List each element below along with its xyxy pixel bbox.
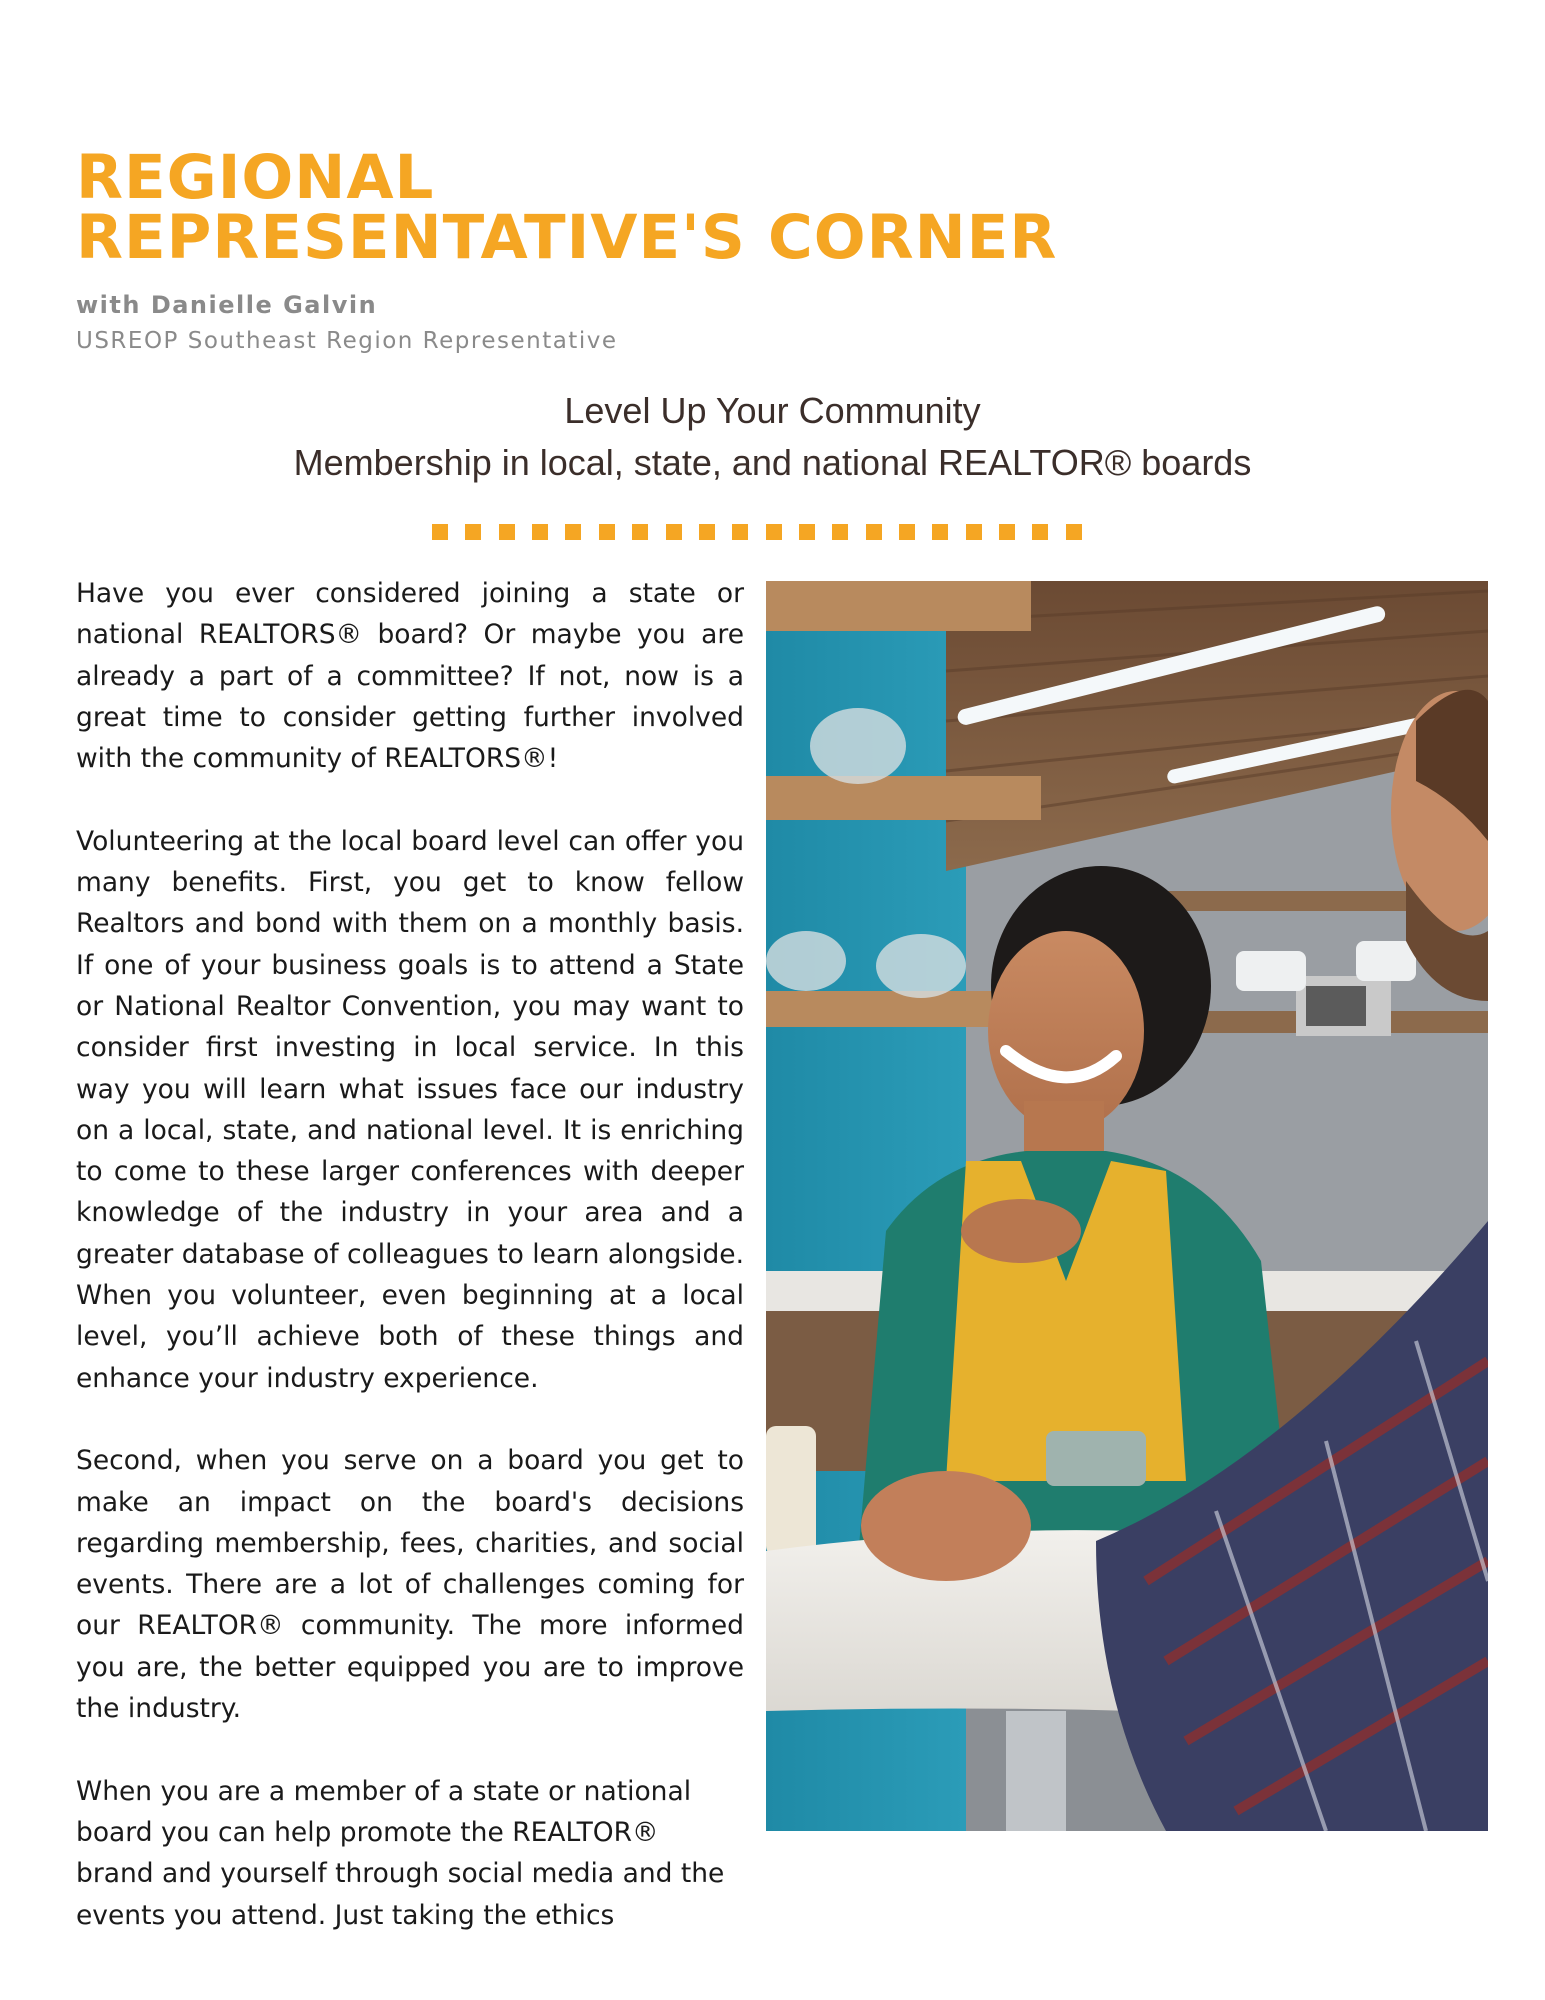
header [76, 142, 1176, 356]
divider-marker [666, 524, 682, 540]
body-paragraph-2: Volunteering at the local board level can offer you many benefits. First, you get to know fellow Realtors and bond with them on a monthly basis. If one of your business goals is to attend a State or National Realtor Convention, you may want to consider first investing in local service. In this way you will learn what issues face our industry on a local, state, and national level. It is enriching to come to these larger conferences with deeper knowledge of the industry in your area and a greater database of colleagues to learn alongside. When you volunteer, even beginning at a local level, you’ll achieve both of these things and enhance your industry experience. [76, 825, 744, 1394]
divider-marker [499, 524, 515, 540]
divider-marker [999, 524, 1015, 540]
article-photo [766, 581, 1488, 1831]
divider-marker [832, 524, 848, 540]
divider-marker [799, 524, 815, 540]
article-subtitle [0, 386, 1545, 490]
divider-marker [766, 524, 782, 540]
divider-marker [899, 524, 915, 540]
divider-marker [565, 524, 581, 540]
body-paragraph-4: When you are a member of a state or national board you can help promote the REALTOR® brand and yourself through social media and the events you attend. Just taking the ethics [76, 1775, 725, 1931]
divider-marker [599, 524, 615, 540]
title-line-2: REPRESENTATIVE'S CORNER [76, 202, 1058, 273]
author-byline: with Danielle Galvin [76, 291, 378, 319]
article-body [76, 573, 744, 1936]
divider-marker [699, 524, 715, 540]
divider-marker [432, 524, 448, 540]
divider-marker [866, 524, 882, 540]
title-line-1: REGIONAL [76, 142, 435, 213]
divider-marker [532, 524, 548, 540]
body-paragraph-1: Have you ever considered joining a state or national REALTORS® board? Or maybe you are already a part of a committee? If not, now is a great time to consider getting further involved with the community of REALTORS®! [76, 578, 744, 775]
subtitle-line-2: Membership in local, state, and national REALTOR® boards [293, 442, 1252, 483]
subtitle-line-1: Level Up Your Community [564, 390, 981, 431]
dotted-divider [432, 524, 1082, 540]
author-role: USREOP Southeast Region Representative [76, 328, 618, 354]
divider-marker [966, 524, 982, 540]
divider-marker [465, 524, 481, 540]
divider-marker [1032, 524, 1048, 540]
divider-marker [932, 524, 948, 540]
divider-marker [632, 524, 648, 540]
body-paragraph-3: Second, when you serve on a board you get to make an impact on the board's decisions regarding membership, fees, charities, and social events. There are a lot of challenges coming for our REALTOR® community. The more informed you are, the better equipped you are to improve the industry. [76, 1445, 744, 1725]
divider-marker [732, 524, 748, 540]
divider-marker [1066, 524, 1082, 540]
